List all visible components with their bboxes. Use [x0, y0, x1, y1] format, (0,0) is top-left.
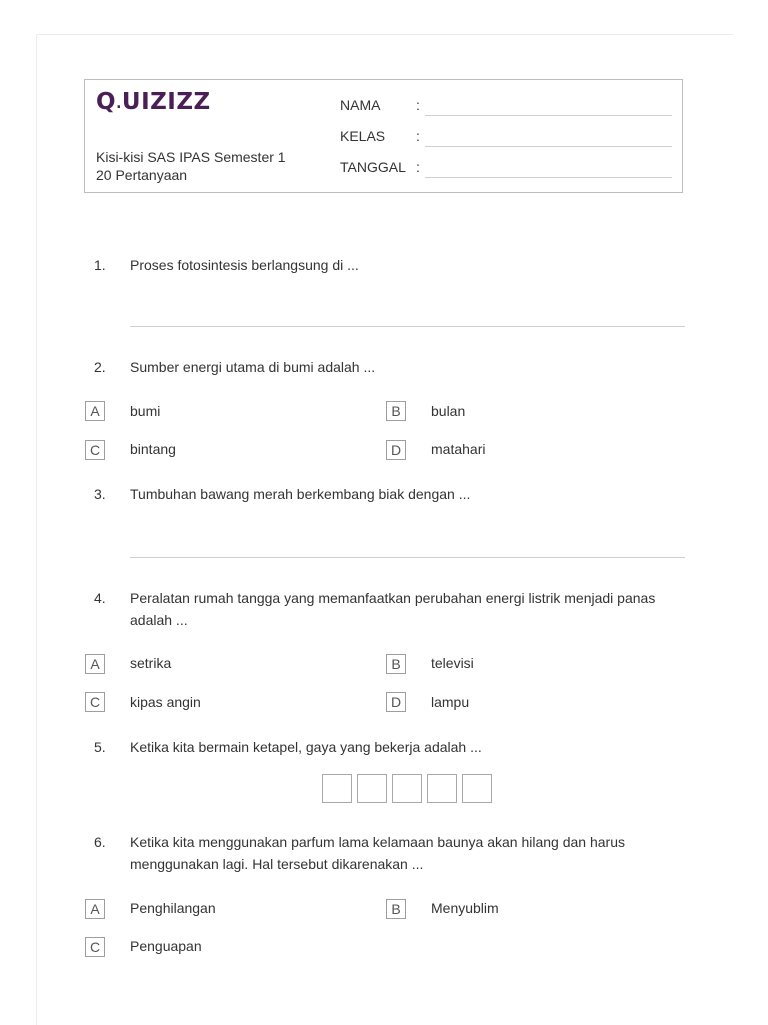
- answer-line[interactable]: [130, 557, 685, 558]
- option-text: kipas angin: [130, 694, 201, 710]
- option-box[interactable]: C: [85, 692, 105, 712]
- option-text: televisi: [431, 655, 474, 671]
- option-text: Menyublim: [431, 900, 499, 916]
- quiz-title: Kisi-kisi SAS IPAS Semester 1: [96, 149, 286, 165]
- question-text: Peralatan rumah tangga yang memanfaatkan perubahan energi listrik menjadi panas adalah ...: [130, 590, 656, 628]
- class-field[interactable]: [340, 128, 672, 148]
- answer-line[interactable]: [130, 326, 685, 327]
- question-text: Ketika kita menggunakan parfum lama kelamaan baunya akan hilang dan harus menggunakan lagi. Hal tersebut dikarenakan ...: [130, 834, 625, 872]
- option-text: matahari: [431, 441, 486, 457]
- name-colon: :: [416, 97, 420, 113]
- answer-char-box[interactable]: [427, 774, 457, 803]
- question-count: 20 Pertanyaan: [96, 167, 188, 183]
- option-text: lampu: [431, 694, 470, 710]
- option-box[interactable]: A: [85, 401, 105, 421]
- name-field[interactable]: [340, 97, 672, 117]
- answer-char-box[interactable]: [322, 774, 352, 803]
- option-box[interactable]: B: [386, 654, 406, 674]
- question-number: 6.: [94, 834, 106, 850]
- date-field[interactable]: [340, 159, 672, 179]
- class-label: KELAS: [340, 128, 386, 144]
- option-box[interactable]: D: [386, 440, 406, 460]
- option-box[interactable]: D: [386, 692, 406, 712]
- option-box[interactable]: A: [85, 654, 105, 674]
- answer-char-box[interactable]: [462, 774, 492, 803]
- date-label: TANGGAL: [340, 159, 406, 175]
- question-text: Sumber energi utama di bumi adalah ...: [130, 359, 376, 375]
- option-box[interactable]: C: [85, 937, 105, 957]
- quizizz-logo: Q.UIZIZZ: [96, 89, 211, 115]
- option-text: Penghilangan: [130, 900, 216, 916]
- option-box[interactable]: C: [85, 440, 105, 460]
- question-number: 5.: [94, 739, 106, 755]
- option-box[interactable]: A: [85, 899, 105, 919]
- name-label: NAMA: [340, 97, 381, 113]
- worksheet-header: [84, 79, 683, 193]
- option-text: bulan: [431, 403, 466, 419]
- date-colon: :: [416, 159, 420, 175]
- option-text: bumi: [130, 403, 161, 419]
- option-box[interactable]: B: [386, 401, 406, 421]
- question-text: Proses fotosintesis berlangsung di ...: [130, 257, 359, 273]
- question-number: 1.: [94, 257, 106, 273]
- answer-char-box[interactable]: [392, 774, 422, 803]
- question-number: 2.: [94, 359, 106, 375]
- class-line[interactable]: [425, 146, 672, 147]
- option-text: Penguapan: [130, 938, 202, 954]
- question-text: Tumbuhan bawang merah berkembang biak dengan ...: [130, 486, 471, 502]
- class-colon: :: [416, 128, 420, 144]
- option-box[interactable]: B: [386, 899, 406, 919]
- question-number: 3.: [94, 486, 106, 502]
- option-text: setrika: [130, 655, 172, 671]
- date-line[interactable]: [425, 177, 672, 178]
- answer-char-box[interactable]: [357, 774, 387, 803]
- option-text: bintang: [130, 441, 176, 457]
- name-line[interactable]: [425, 115, 672, 116]
- quiz-info: [96, 148, 286, 184]
- question-number: 4.: [94, 590, 106, 606]
- question-text: Ketika kita bermain ketapel, gaya yang bekerja adalah ...: [130, 739, 482, 755]
